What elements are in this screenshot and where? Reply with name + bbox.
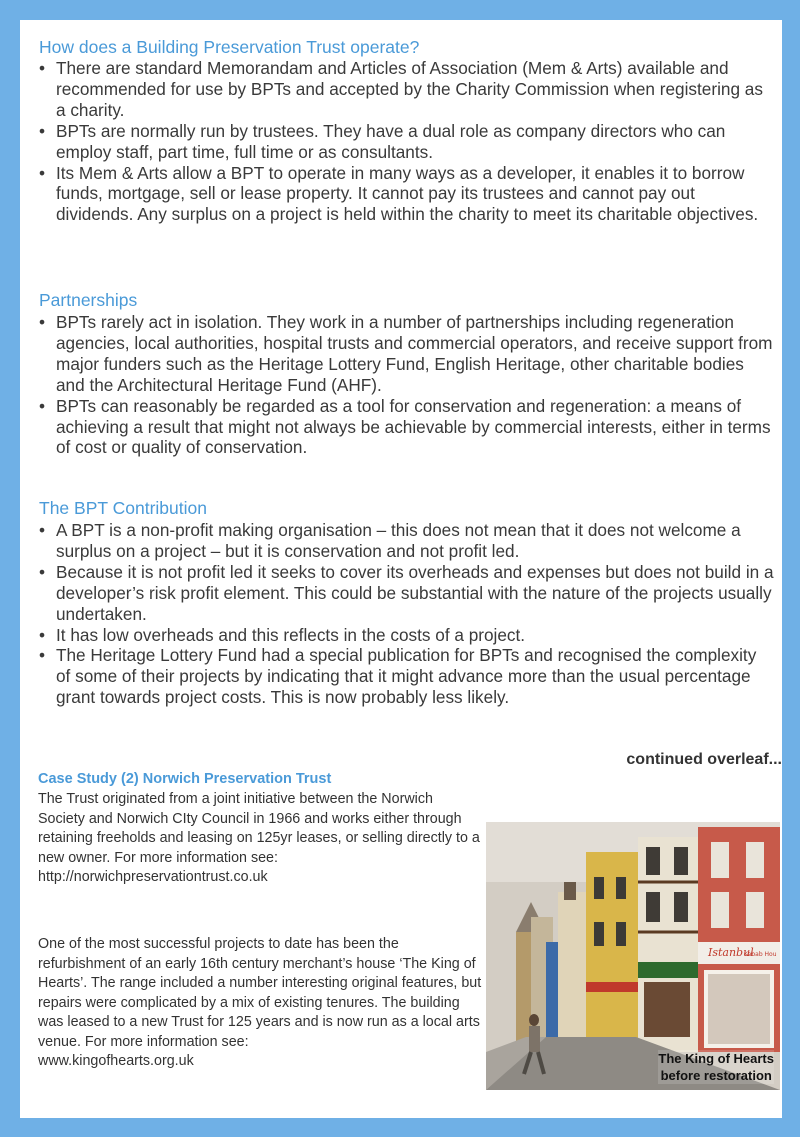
bullet-list-partnerships — [39, 312, 774, 458]
shop-sign-subtext: Kebab Hou — [744, 951, 777, 958]
section-heading-operation: How does a Building Preservation Trust operate? — [39, 37, 420, 57]
case-study-paragraph-1 — [38, 790, 483, 888]
list-item: • There are standard Memorandam and Articles of Association (Mem & Arts) available and recommended for use by BPTs and accepted by the Charity Commission when registering as a charity. — [39, 58, 774, 121]
list-item: • Because it is not profit led it seeks to cover its overheads and expenses but does not build in a developer’s risk profit element. This could be substantial with the nature of the projects usually undertaken. — [39, 562, 774, 625]
list-item: • The Heritage Lottery Fund had a special publication for BPTs and recognised the complexity of some of their projects by indicating that it might advance more than the usual percentage grant towards project costs. This is now probably less likely. — [39, 645, 774, 708]
norwich-trust-link[interactable]: http://norwichpreservationtrust.co.uk — [38, 869, 268, 885]
section-heading-partnerships: Partnerships — [39, 290, 138, 310]
case-study-paragraph-2 — [38, 935, 483, 1072]
section-heading-contribution: The BPT Contribution — [39, 498, 207, 518]
photo-caption — [658, 1050, 774, 1084]
list-item: • It has low overheads and this reflects in the costs of a project. — [39, 625, 774, 646]
page — [20, 20, 782, 1118]
continued-overleaf: continued overleaf... — [626, 751, 782, 768]
case-study-heading: Case Study (2) Norwich Preservation Trust — [38, 771, 332, 787]
shop-sign-text: Istanbul — [708, 946, 754, 959]
list-item: • BPTs can reasonably be regarded as a tool for conservation and regeneration: a means of achieving a result that might not always be achievable by commercial interests, either in terms of cost or quality of conservation. — [39, 396, 774, 459]
case-study-text-1: The Trust originated from a joint initiative between the Norwich Society and Norwich CIty Council in 1966 and works either through retaining freeholds and leasing on 125yr leases, or selling directly to a new owner. For more information see: — [38, 791, 480, 866]
bullet-list-operation — [39, 58, 774, 225]
list-item: • BPTs are normally run by trustees. They have a dual role as company directors who can employ staff, part time, full time or as consultants. — [39, 121, 774, 163]
king-of-hearts-photo — [486, 822, 780, 1090]
list-item: • A BPT is a non-profit making organisation – this does not mean that it does not welcome a surplus on a project – but it is conservation and not profit led. — [39, 520, 774, 562]
photo-caption-line-2: before restoration — [660, 1068, 772, 1083]
king-of-hearts-link[interactable]: www.kingofhearts.org.uk — [38, 1053, 194, 1069]
bullet-list-contribution — [39, 520, 774, 708]
list-item: • BPTs rarely act in isolation. They work in a number of partnerships including regeneration agencies, local authorities, hospital trusts and commercial operators, and receive support from major funders such as the Heritage Lottery Fund, English Heritage, other charitable bodies and the Architectural Heritage Fund (AHF). — [39, 312, 774, 396]
list-item: • Its Mem & Arts allow a BPT to operate in many ways as a developer, it enables it to borrow funds, mortgage, sell or lease property. It cannot pay its trustees and cannot pay out dividends. Any surplus on a project is held within the charity to meet its charitable objectives. — [39, 163, 774, 226]
photo-caption-line-1: The King of Hearts — [658, 1051, 774, 1066]
case-study-text-2: One of the most successful projects to date has been the refurbishment of an early 16th century merchant’s house ‘The King of Hearts’. The range included a number interesting original features, but repairs were complicated by a mix of existing tenures. The building was leased to a new Trust for 125 years and is now run as a local arts venue. For more information see: — [38, 936, 482, 1050]
